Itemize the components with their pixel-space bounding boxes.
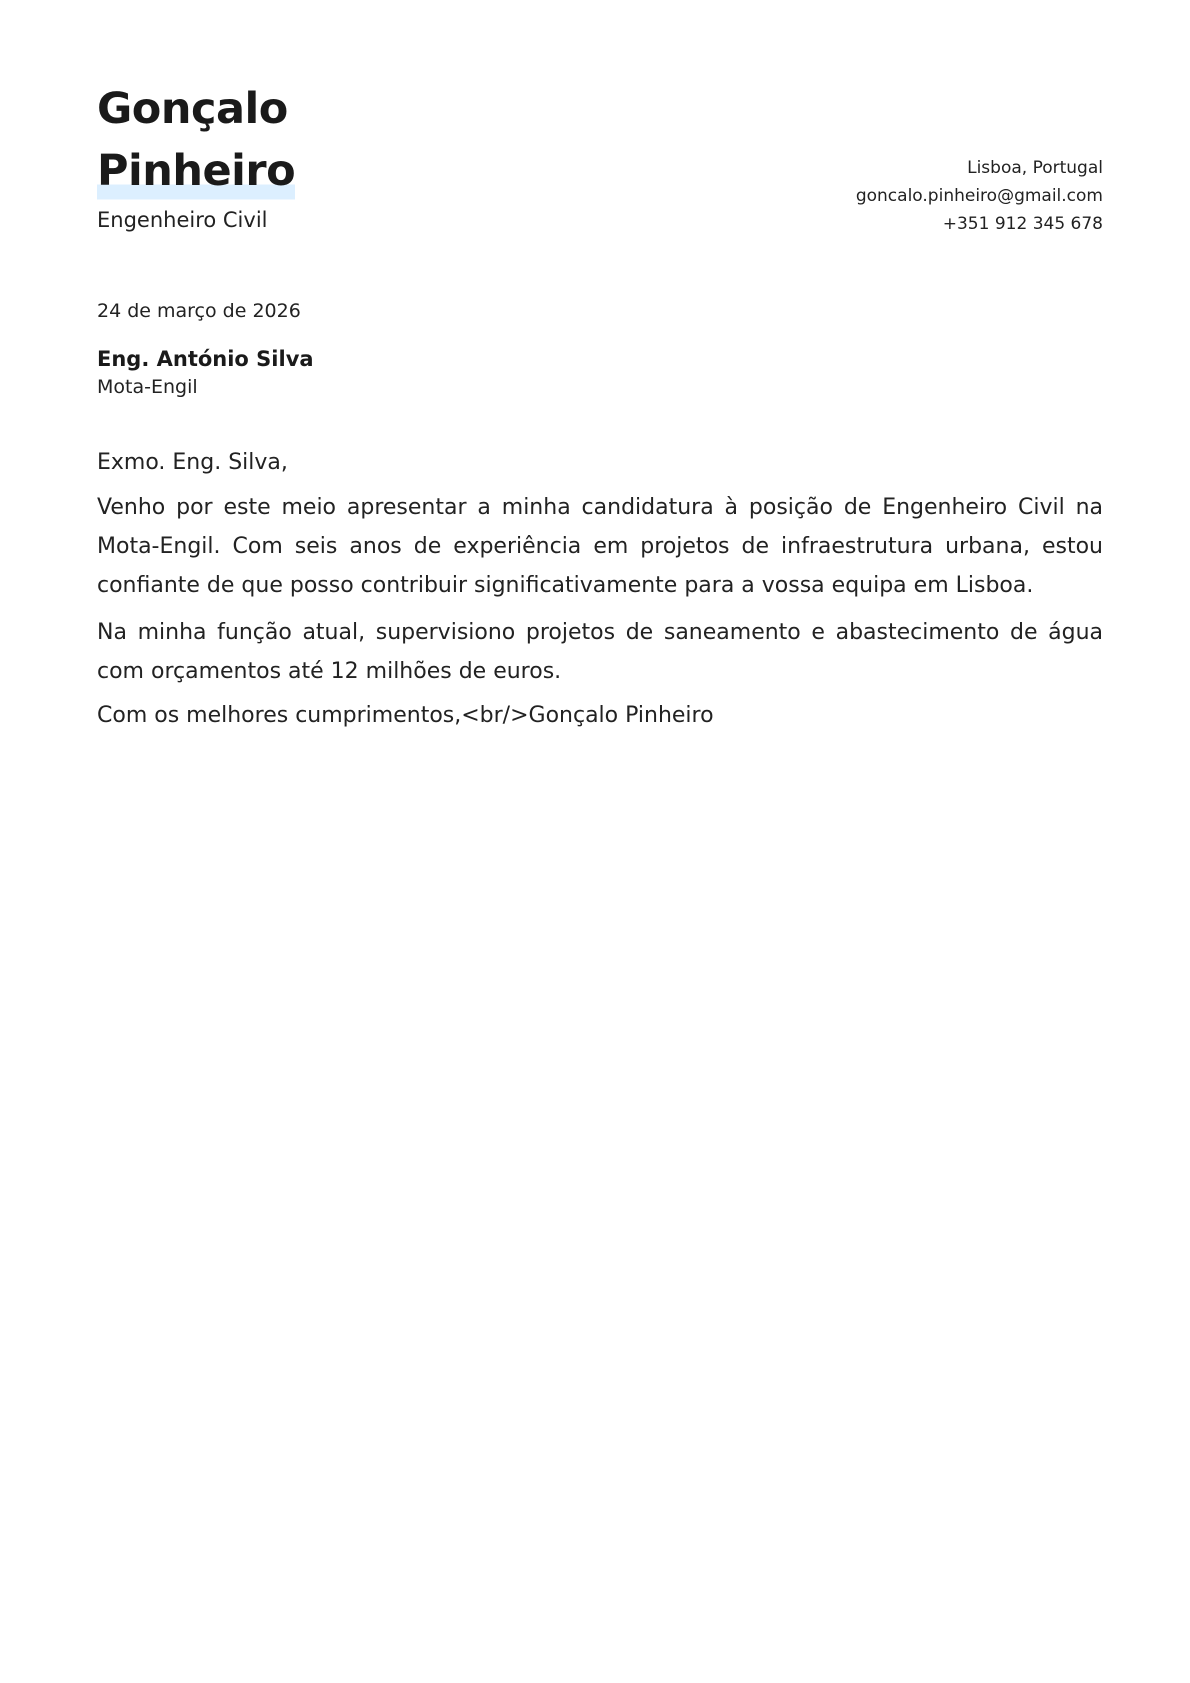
job-title: Engenheiro Civil — [97, 208, 268, 232]
letter-body — [97, 446, 1103, 733]
paragraph: Venho por este meio apresentar a minha candidatura à posição de Engenheiro Civil na Mota-Engil. Com seis anos de experiência em projetos de infraestrutura urbana, estou confiante de que posso contribuir significativamente para a vossa equipa em Lisboa. — [97, 495, 1103, 598]
cover-letter-page — [97, 78, 1103, 728]
paragraph: Na minha função atual, supervisiono projetos de saneamento e abastecimento de água com orçamentos até 12 milhões de euros. — [97, 620, 1103, 684]
closing: Com os melhores cumprimentos,<br/>Gonçalo Pinheiro — [97, 703, 714, 728]
first-name: Gonçalo — [97, 84, 288, 134]
recipient-company: Mota-Engil — [97, 376, 198, 398]
salutation: Exmo. Eng. Silva, — [97, 450, 288, 475]
letter-meta — [97, 298, 1103, 401]
contact-email: goncalo.pinheiro@gmail.com — [855, 186, 1103, 206]
name-block — [97, 78, 295, 234]
contact-location: Lisboa, Portugal — [967, 158, 1103, 178]
last-name: Pinheiro — [97, 140, 295, 202]
letter-header — [97, 78, 1103, 238]
contact-info — [856, 154, 1103, 238]
letter-date: 24 de março de 2026 — [97, 300, 301, 322]
recipient-name: Eng. António Silva — [97, 347, 314, 371]
contact-phone: +351 912 345 678 — [942, 214, 1103, 234]
